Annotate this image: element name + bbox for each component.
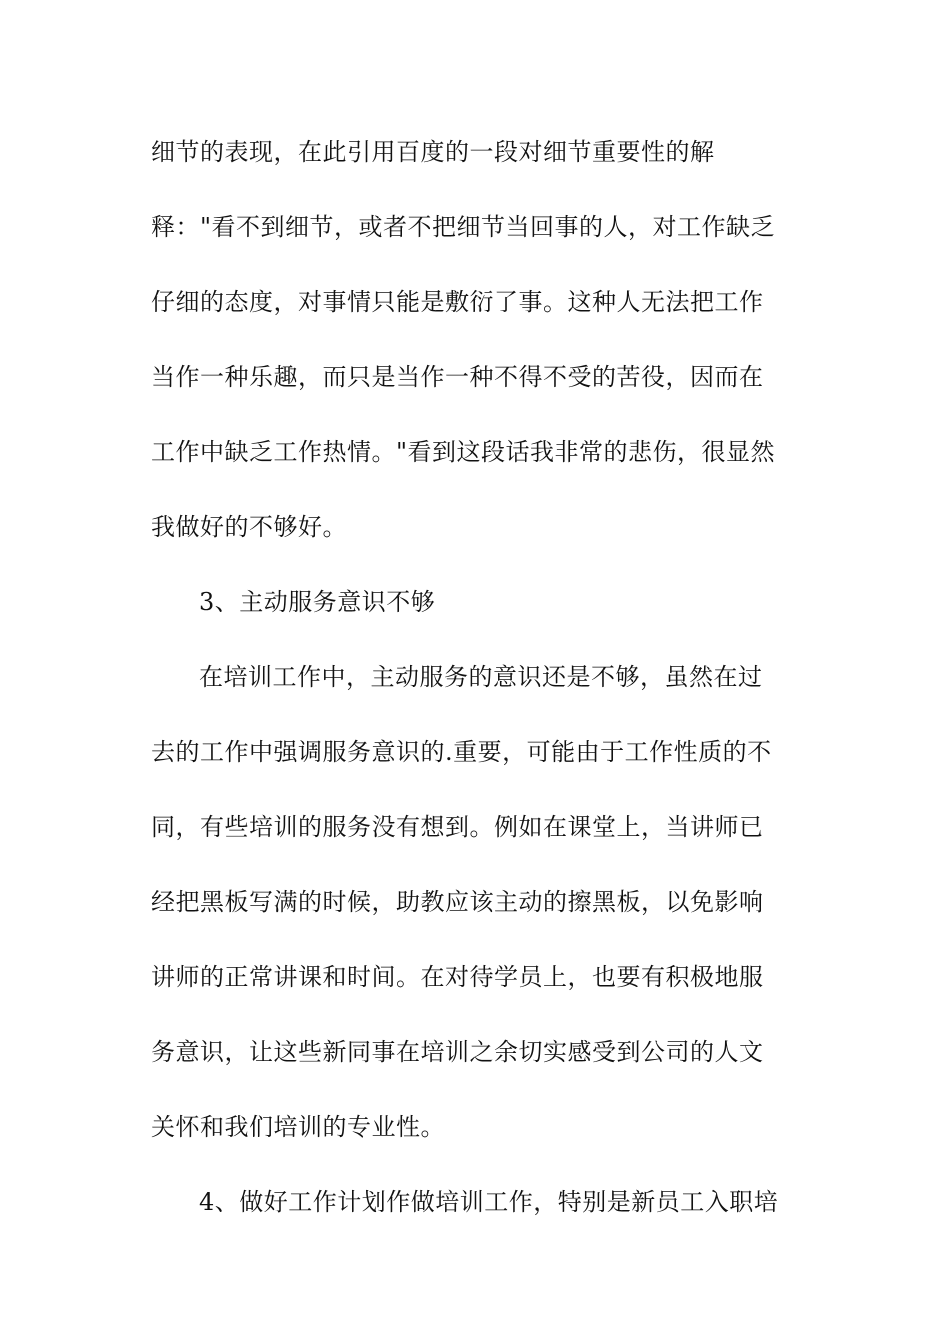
text-line: 同，有些培训的服务没有想到。例如在课堂上，当讲师已 [151,813,764,841]
text-line: 工作中缺乏工作热情。"看到这段话我非常的悲伤，很显然 [151,438,776,466]
text-line: 讲师的正常讲课和时间。在对待学员上，也要有积极地服 [151,963,764,991]
text-line: 当作一种乐趣，而只是当作一种不得不受的苦役，因而在 [151,363,764,391]
text-line: 细节的表现，在此引用百度的一段对细节重要性的解 [151,138,715,166]
text-line: 去的工作中强调服务意识的.重要，可能由于工作性质的不 [151,738,772,766]
text-line: 我做好的不够好。 [151,513,347,541]
text-line: 务意识，让这些新同事在培训之余切实感受到公司的人文 [151,1038,764,1066]
text-line: 关怀和我们培训的专业性。 [151,1113,445,1141]
section-heading-4: 4、做好工作计划作做培训工作，特别是新员工入职培 [199,1188,779,1216]
text-line: 释："看不到细节，或者不把细节当回事的人，对工作缺乏 [151,213,776,241]
section-heading-3: 3、主动服务意识不够 [199,588,436,616]
text-line: 仔细的态度，对事情只能是敷衍了事。这种人无法把工作 [151,288,764,316]
text-line: 经把黑板写满的时候，助教应该主动的擦黑板，以免影响 [151,888,764,916]
text-line: 在培训工作中，主动服务的意识还是不够，虽然在过 [199,663,763,691]
